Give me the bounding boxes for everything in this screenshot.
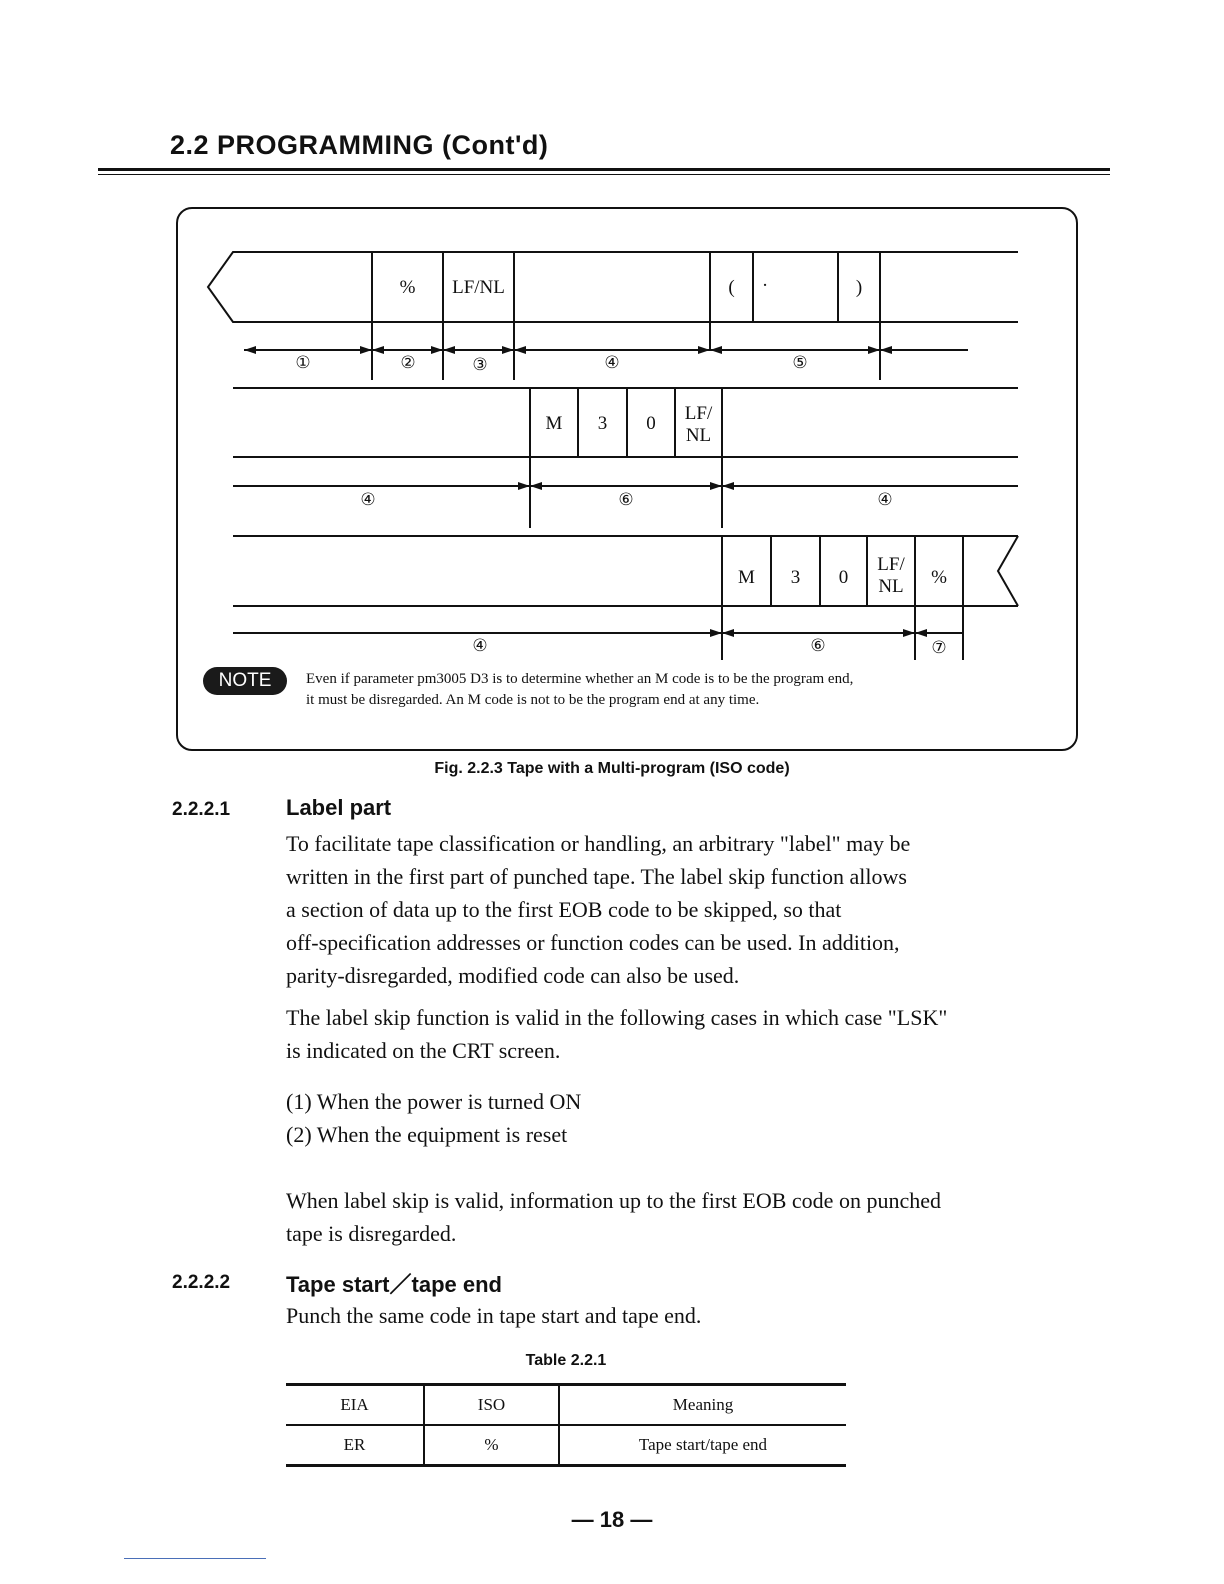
marker-2: ② xyxy=(400,353,416,372)
note-badge: NOTE xyxy=(203,667,287,695)
tape-cell-lf: LF/ xyxy=(684,403,713,424)
table-row xyxy=(286,1425,846,1466)
table-header-meaning: Meaning xyxy=(559,1385,846,1426)
marker-3: ③ xyxy=(472,355,488,374)
section-number-2222: 2.2.2.2 xyxy=(172,1272,231,1293)
tape-cell-percent2: % xyxy=(931,567,947,588)
marker-7: ⑦ xyxy=(931,638,947,657)
tape-cell-nl2: NL xyxy=(878,576,904,597)
para3-line-1: When label skip is valid, information up to the first EOB code on punched xyxy=(286,1188,941,1213)
marker-1: ① xyxy=(295,353,311,372)
tape-cell-3: 3 xyxy=(597,413,608,434)
tape-cell-lf2: LF/ xyxy=(877,554,905,575)
para1-line-1: To facilitate tape classification or handling, an arbitrary "label" may be xyxy=(286,831,911,856)
paragraph-tape-start: Punch the same code in tape start and tape end. xyxy=(286,1303,702,1328)
section-title-tape-start-end: Tape start／tape end xyxy=(286,1272,502,1297)
figure-caption: Fig. 2.2.3 Tape with a Multi-program (ISO code) xyxy=(434,760,790,777)
section-title-label-part: Label part xyxy=(286,795,392,820)
para3-line-2: tape is disregarded. xyxy=(286,1221,457,1246)
table-cell-meaning: Tape start/tape end xyxy=(559,1425,846,1466)
marker-5: ⑤ xyxy=(792,353,808,372)
tape-cell-close-paren: ) xyxy=(855,277,863,298)
para1-line-3: a section of data up to the first EOB code to be skipped, so that xyxy=(286,897,842,922)
tape-cell-open-paren: ( xyxy=(728,277,735,298)
page-number: — 18 — xyxy=(571,1507,653,1532)
table-header-iso: ISO xyxy=(424,1385,559,1426)
code-table xyxy=(286,1383,846,1467)
tape-cell-nl: NL xyxy=(685,425,712,446)
marker-4d: ④ xyxy=(472,636,488,655)
paragraph-label-skip xyxy=(286,1001,1072,1067)
para1-line-2: written in the first part of punched tape. The label skip function allows xyxy=(286,864,907,889)
table-header-row xyxy=(286,1385,846,1426)
list-item: (1) When the power is turned ON xyxy=(286,1089,582,1114)
tape-cell-dot: · xyxy=(761,275,769,296)
tape-cell-percent: % xyxy=(399,277,416,298)
header-rule-thin xyxy=(98,174,1110,175)
condition-list xyxy=(286,1085,1072,1151)
para2-line-2: is indicated on the CRT screen. xyxy=(286,1038,561,1063)
note-line-2: it must be disregarded. An M code is not to be the program end at any time. xyxy=(306,692,760,708)
table-cell-eia: ER xyxy=(286,1425,424,1466)
paragraph-label-valid xyxy=(286,1184,1072,1250)
paragraph-label-intro xyxy=(286,827,1072,992)
para2-line-1: The label skip function is valid in the following cases in which case "LSK" xyxy=(286,1005,948,1030)
page-title: 2.2 PROGRAMMING (Cont'd) xyxy=(170,130,549,160)
tape-cell-m2: M xyxy=(738,567,755,588)
para1-line-4: off-specification addresses or function codes can be used. In addition, xyxy=(286,930,900,955)
section-number-2221: 2.2.2.1 xyxy=(172,799,231,820)
note-text xyxy=(306,669,1066,711)
marker-4c: ④ xyxy=(877,490,893,509)
marker-6a: ⑥ xyxy=(618,490,634,509)
list-item: (2) When the equipment is reset xyxy=(286,1122,568,1147)
marker-6b: ⑥ xyxy=(810,636,826,655)
tape-cell-m: M xyxy=(545,413,563,434)
tape-cell-0b: 0 xyxy=(838,567,849,588)
para1-line-5: parity-disregarded, modified code can also be used. xyxy=(286,963,740,988)
table-header-eia: EIA xyxy=(286,1385,424,1426)
marker-4b: ④ xyxy=(360,490,376,509)
header-rule xyxy=(98,168,1110,171)
table-caption: Table 2.2.1 xyxy=(525,1352,607,1369)
footer-rule xyxy=(124,1558,266,1559)
table-cell-iso: % xyxy=(424,1425,559,1466)
note-line-1: Even if parameter pm3005 D3 is to determine whether an M code is to be the program end, xyxy=(306,671,854,687)
marker-4a: ④ xyxy=(604,353,620,372)
tape-cell-0: 0 xyxy=(646,413,656,434)
tape-cell-lfnl: LF/NL xyxy=(452,277,505,298)
tape-cell-3b: 3 xyxy=(790,567,801,588)
